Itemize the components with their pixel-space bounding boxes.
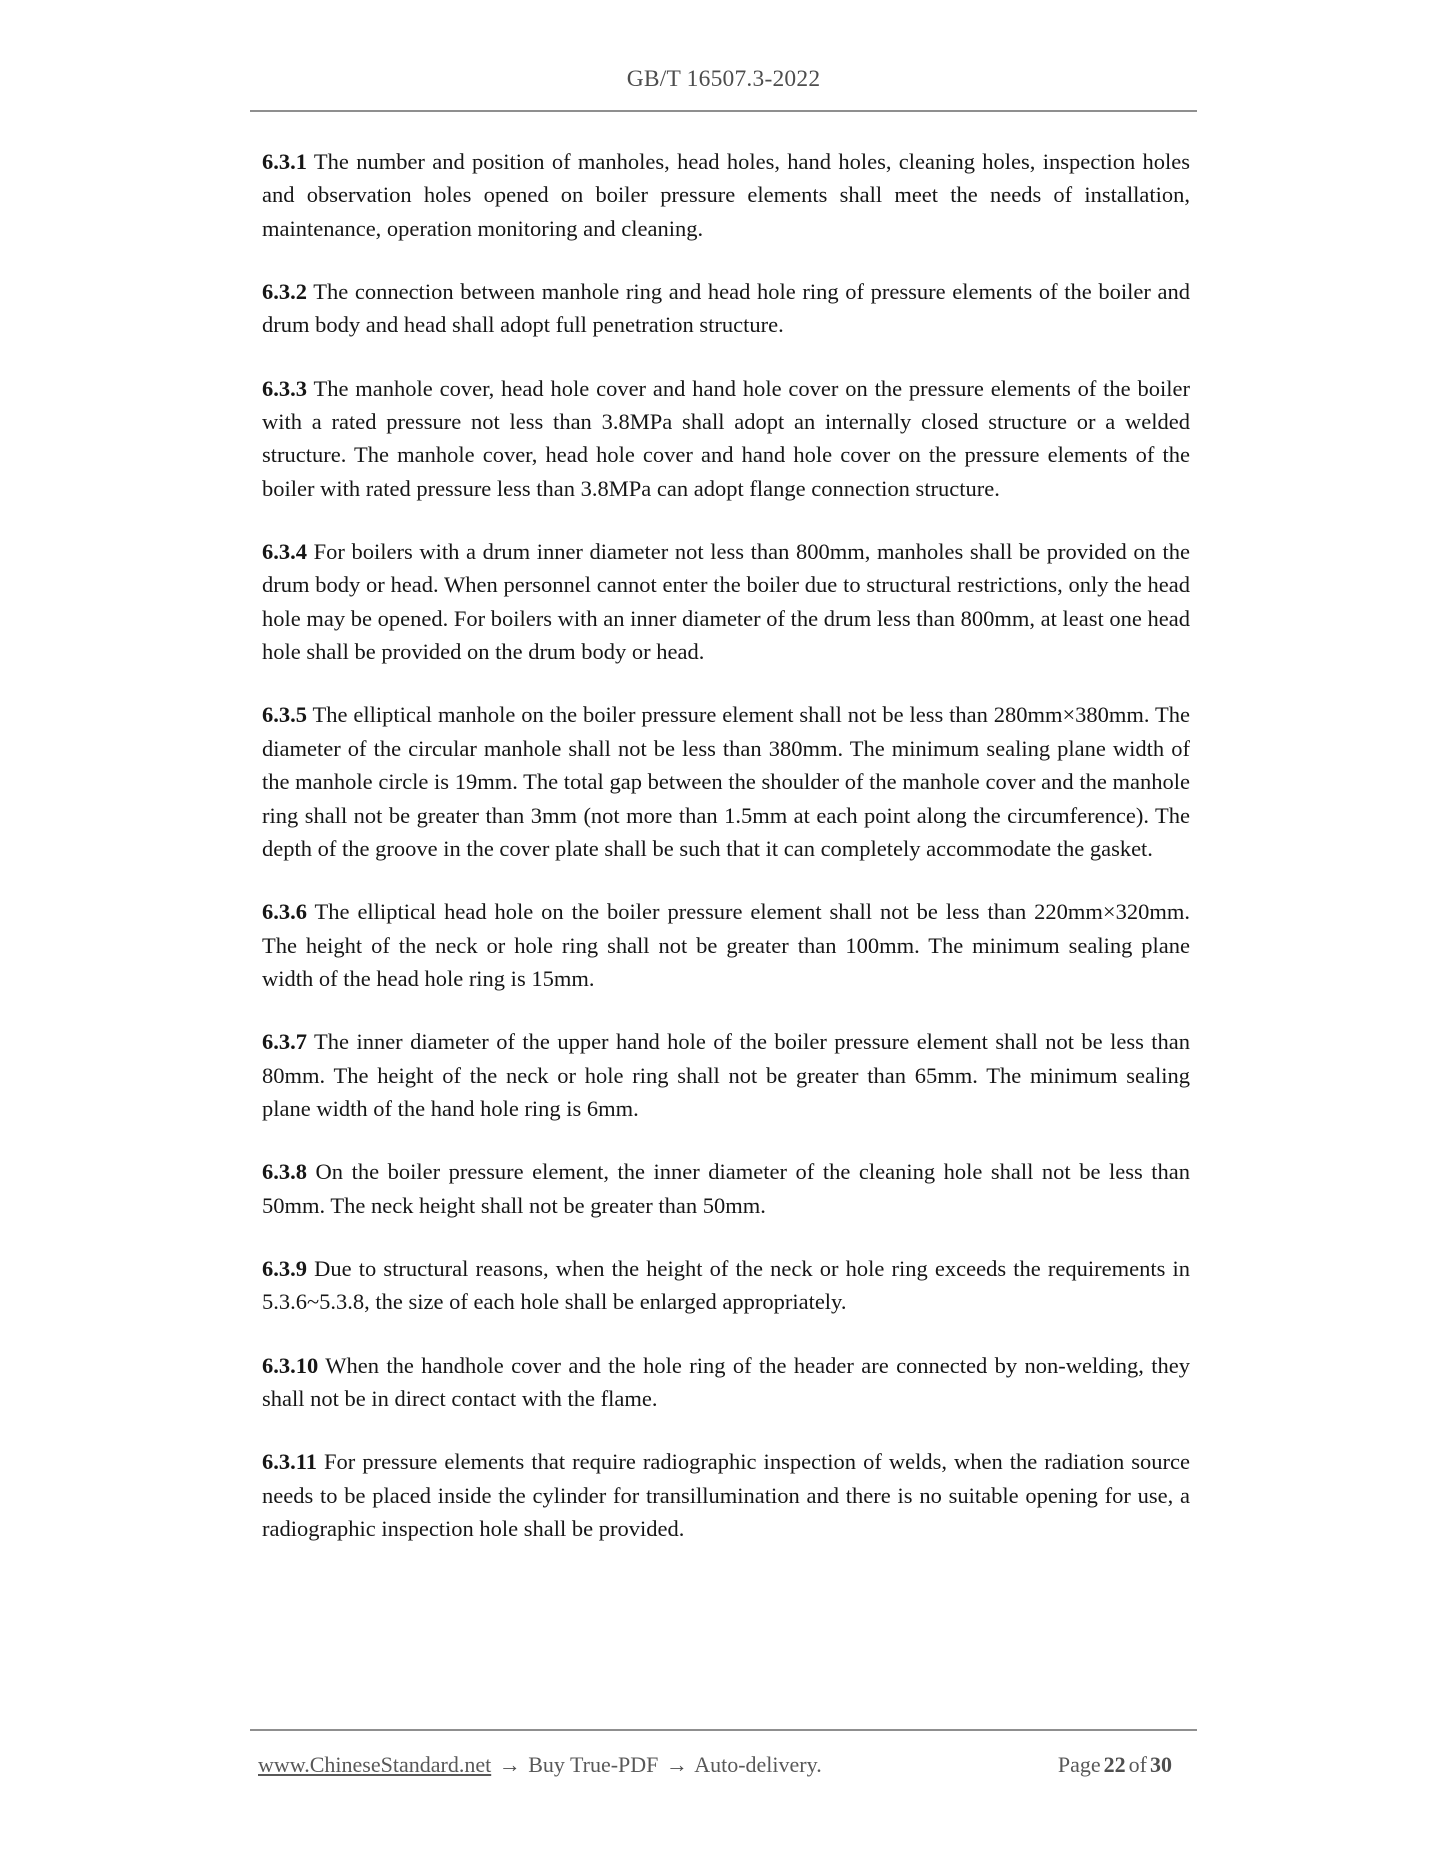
clause-number: 6.3.11 <box>262 1449 318 1475</box>
page-indicator <box>1058 1750 1197 1780</box>
clause-number: 6.3.9 <box>262 1255 307 1281</box>
clause-number: 6.3.8 <box>262 1159 307 1185</box>
clause-number: 6.3.4 <box>262 539 307 565</box>
clause-paragraph <box>262 1252 1190 1319</box>
page-current: 22 <box>1103 1752 1126 1777</box>
clause-paragraph <box>262 1445 1190 1545</box>
website-link[interactable]: www.ChineseStandard.net <box>258 1752 492 1777</box>
auto-delivery-text: Auto-delivery. <box>694 1752 822 1777</box>
clause-text: Due to structural reasons, when the height of the neck or hole ring exceeds the requirements in 5.3.6~5.3.8, the size of each hole shall be enlarged appropriately. <box>262 1255 1190 1315</box>
clause-paragraph <box>262 1349 1190 1416</box>
standard-number-header: GB/T 16507.3-2022 <box>626 66 821 92</box>
document-body <box>262 145 1190 1575</box>
clause-text: The number and position of manholes, head holes, hand holes, cleaning holes, inspection holes and observation holes opened on boiler pressure elements shall meet the needs of installation, maintenance, operation monitoring and cleaning. <box>262 149 1191 241</box>
clause-text: The elliptical head hole on the boiler pressure element shall not be less than 220mm×320mm. The height of the neck or hole ring shall not be greater than 100mm. The minimum sealing plane width of the head hole ring is 15mm. <box>262 899 1190 991</box>
clause-text: When the handhole cover and the hole ring of the header are connected by non-welding, they shall not be in direct contact with the flame. <box>262 1352 1191 1411</box>
clause-number: 6.3.2 <box>262 279 307 305</box>
footer-left <box>250 1750 822 1780</box>
page-footer <box>250 1750 1197 1780</box>
clause-text: On the boiler pressure element, the inner diameter of the cleaning hole shall not be less than 50mm. The neck height shall not be greater than 50mm. <box>262 1159 1191 1218</box>
right-arrow-icon: → <box>665 1752 688 1777</box>
clause-number: 6.3.1 <box>262 149 307 174</box>
clause-paragraph <box>262 145 1190 245</box>
clause-paragraph <box>262 535 1190 668</box>
header-divider <box>250 110 1197 112</box>
clause-number: 6.3.10 <box>262 1352 319 1378</box>
clause-paragraph <box>262 1025 1190 1125</box>
page-total: 30 <box>1150 1752 1172 1777</box>
clause-paragraph <box>262 698 1190 865</box>
clause-number: 6.3.6 <box>262 899 307 925</box>
page-label: Page <box>1057 1752 1101 1777</box>
clause-paragraph <box>262 1155 1190 1222</box>
clause-text: The manhole cover, head hole cover and hand hole cover on the pressure elements of the boiler with a rated pressure not less than 3.8MPa shall adopt an internally closed structure or a welded structure. The manhole cover, head hole cover and hand hole cover on the pressure elements of the boiler with rated pressure less than 3.8MPa can adopt flange connection structure. <box>262 375 1191 501</box>
clause-number: 6.3.5 <box>262 702 307 728</box>
clause-text: The inner diameter of the upper hand hole of the boiler pressure element shall not be less than 80mm. The height of the neck or hole ring shall not be greater than 65mm. The minimum sealing plane width of the hand hole ring is 6mm. <box>262 1029 1191 1121</box>
clause-paragraph <box>262 372 1190 505</box>
clause-text: The elliptical manhole on the boiler pressure element shall not be less than 280mm×380mm. The diameter of the circular manhole shall not be less than 380mm. The minimum sealing plane width of the manhole circle is 19mm. The total gap between the shoulder of the manhole cover and the manhole ring shall not be greater than 3mm (not more than 1.5mm at each point along the circumference). The depth of the groove in the cover plate shall be such that it can completely accommodate the gasket. <box>262 702 1190 861</box>
clause-number: 6.3.7 <box>262 1029 307 1055</box>
clause-paragraph <box>262 895 1190 995</box>
right-arrow-icon: → <box>498 1752 521 1777</box>
clause-text: The connection between manhole ring and head hole ring of pressure elements of the boiler and drum body and head shall adopt full penetration structure. <box>262 279 1190 338</box>
of-label: of <box>1128 1752 1147 1777</box>
footer-divider <box>250 1729 1197 1731</box>
clause-text: For pressure elements that require radiographic inspection of welds, when the radiation source needs to be placed inside the cylinder for transillumination and there is no suitable opening for use, a radiographic inspection hole shall be provided. <box>262 1449 1190 1541</box>
buy-pdf-text: Buy True-PDF <box>528 1752 659 1777</box>
clause-text: For boilers with a drum inner diameter not less than 800mm, manholes shall be provided on the drum body or head. When personnel cannot enter the boiler due to structural restrictions, only the head hole may be opened. For boilers with an inner diameter of the drum less than 800mm, at least one head hole shall be provided on the drum body or head. <box>262 539 1190 665</box>
clause-paragraph <box>262 275 1190 342</box>
clause-number: 6.3.3 <box>262 375 307 401</box>
